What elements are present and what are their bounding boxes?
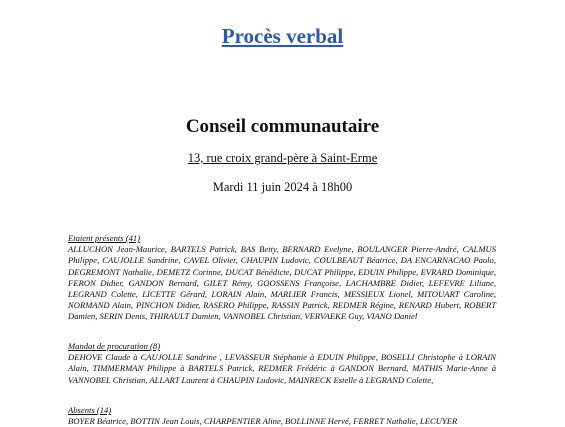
meeting-title: Conseil communautaire: [185, 116, 380, 137]
present-list: ALLUCHON Jean-Maurice, BARTELS Patrick, BAS Betty, BERNARD Evelyne, BOULANGER Pierre-André, CALMUS Philippe, CAUJOLLE Sandrine, CAVEL Olivier, CHAUPIN Ludovic, COULBEAUT Béatrice, DA ENCARNACAO Paolo, DEGREMONT Nathalie, DEMETZ Corinne, DUCAT Bénédicte, DUCAT Philippe, EDUIN Philippe, EVRARD Dominique, FERON Didier, GANDON Bernard, GILET Rémy, GOOSSENS Françoise, LACHAMBRE Didier, LEFEVRE Liliane, LEGRAND Colette, LICETTE Gérard, LORAIN Alain, MARLIER Francis, MESSIEUX Lionel, MITOUART Caroline, NORMAND Alain, PINCHON Didier, RASERO Philippe, RASSIN Patrick, REDMER Régine, RENARD Hubert, ROBERT Damien, SERIN Denis, THIRAULT Damien, VANNOBEL Christian, VERVAEKE Guy, VIANO Daniel: [68, 244, 496, 322]
present-label: Etaient présents (41): [68, 233, 141, 243]
absent-label: Absents (14): [68, 405, 112, 415]
meeting-date: Mardi 11 juin 2024 à 18h00: [212, 180, 353, 194]
absent-list: BOYER Béatrice, BOTTIN Jean Louis, CHARPENTIER Aline, BOLLINNE Hervé, FERRET Nathalie, LECUYER: [68, 416, 458, 427]
present-section: [68, 233, 496, 323]
proxy-label: Mandat de procuration (8): [68, 341, 161, 351]
proxy-list: DEHOVE Claude à CAUJOLLE Sandrine , LEVASSEUR Stéphanie à EDUIN Philippe, BOSELLI Christophe à LORAIN Alain, TIMMERMAN Philippe à BARTELS Patrick, REDMER Frédéric à GANDON Bernard, MATHIS Marie-Anne à VANNOBEL Christian, ALLART Laurent à CHAUPIN Ludovic, MAINRECK Estelle à LEGRAND Colette,: [68, 352, 496, 385]
document-title: Procès verbal: [221, 24, 344, 48]
meeting-address: 13, rue croix grand-père à Saint-Erme: [187, 151, 378, 165]
proxy-section: [68, 341, 496, 386]
